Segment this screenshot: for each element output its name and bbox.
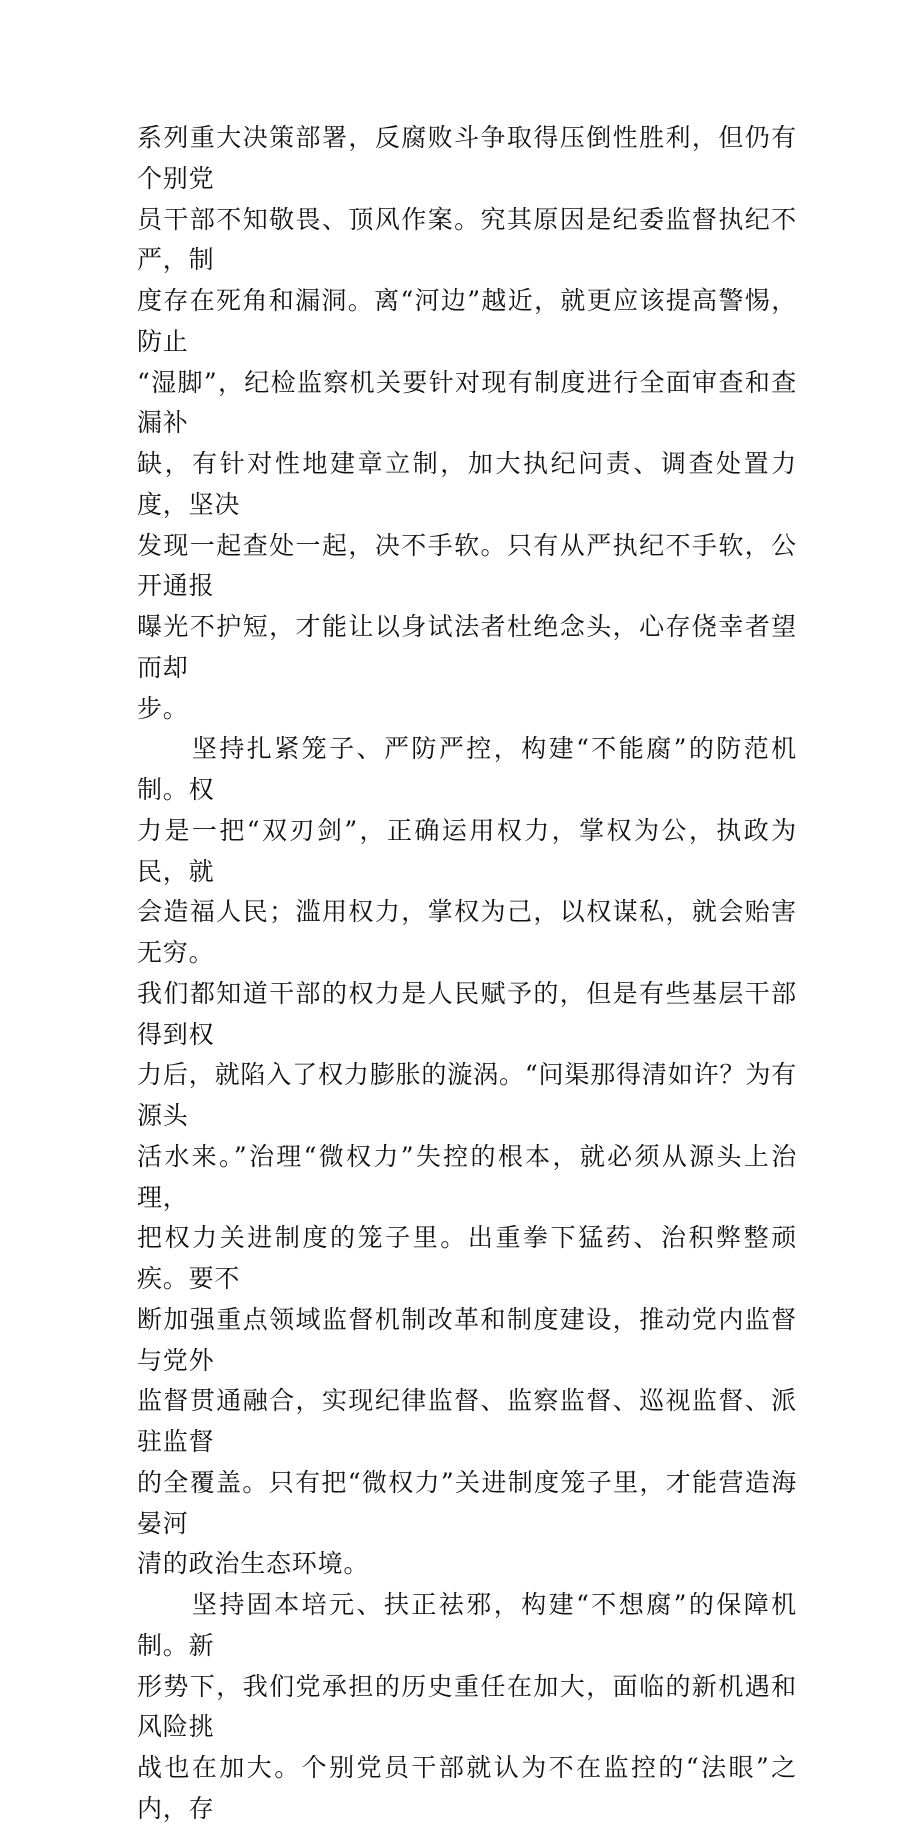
text-line: 力是一把“双刃剑”，正确运用权力，掌权为公，执政为民，就 [137, 815, 797, 886]
text-line: 坚持固本培元、扶正祛邪，构建“不想腐”的保障机制。新 [137, 1590, 797, 1660]
text-line: 员干部不知敬畏、顶风作案。究其原因是纪委监督执纪不严，制 [137, 204, 797, 275]
text-line: “湿脚”，纪检监察机关要针对现有制度进行全面审查和查漏补 [137, 367, 797, 438]
text-line: 发现一起查处一起，决不手软。只有从严执纪不手软，公开通报 [137, 530, 797, 601]
text-line: 的全覆盖。只有把“微权力”关进制度笼子里，才能营造海晏河 [137, 1467, 797, 1538]
text-line: 战也在加大。个别党员干部就认为不在监控的“法眼”之内，存 [137, 1753, 797, 1823]
document-body [137, 118, 797, 1830]
paragraph-2 [137, 729, 797, 1585]
text-line: 把权力关进制度的笼子里。出重拳下猛药、治积弊整顽疾。要不 [137, 1223, 797, 1293]
text-line: 度存在死角和漏洞。离“河边”越近，就更应该提高警惕，防止 [137, 286, 797, 356]
text-line: 缺，有针对性地建章立制，加大执纪问责、调查处置力度，坚决 [137, 449, 797, 519]
text-line: 系列重大决策部署，反腐败斗争取得压倒性胜利，但仍有个别党 [137, 123, 797, 193]
text-line: 坚持扎紧笼子、严防严控，构建“不能腐”的防范机制。权 [137, 734, 797, 804]
paragraph-1 [137, 118, 797, 729]
text-line: 我们都知道干部的权力是人民赋予的，但是有些基层干部得到权 [137, 978, 797, 1049]
text-line: 曝光不护短，才能让以身试法者杜绝念头，心存侥幸者望而却 [137, 612, 797, 682]
text-line: 监督贯通融合，实现纪律监督、监察监督、巡视监督、派驻监督 [137, 1386, 797, 1456]
text-line: 清的政治生态环境。 [137, 1549, 370, 1579]
text-line: 会造福人民；滥用权力，掌权为己，以权谋私，就会贻害无穷。 [137, 897, 797, 967]
text-line: 步。 [137, 693, 189, 723]
text-line: 活水来。”治理“微权力”失控的根本，就必须从源头上治理， [137, 1141, 797, 1212]
text-line: 断加强重点领域监督机制改革和制度建设，推动党内监督与党外 [137, 1304, 797, 1375]
text-line: 形势下，我们党承担的历史重任在加大，面临的新机遇和风险挑 [137, 1671, 797, 1742]
text-line: 力后，就陷入了权力膨胀的漩涡。“问渠那得清如许？为有源头 [137, 1060, 797, 1130]
paragraph-3 [137, 1585, 797, 1830]
